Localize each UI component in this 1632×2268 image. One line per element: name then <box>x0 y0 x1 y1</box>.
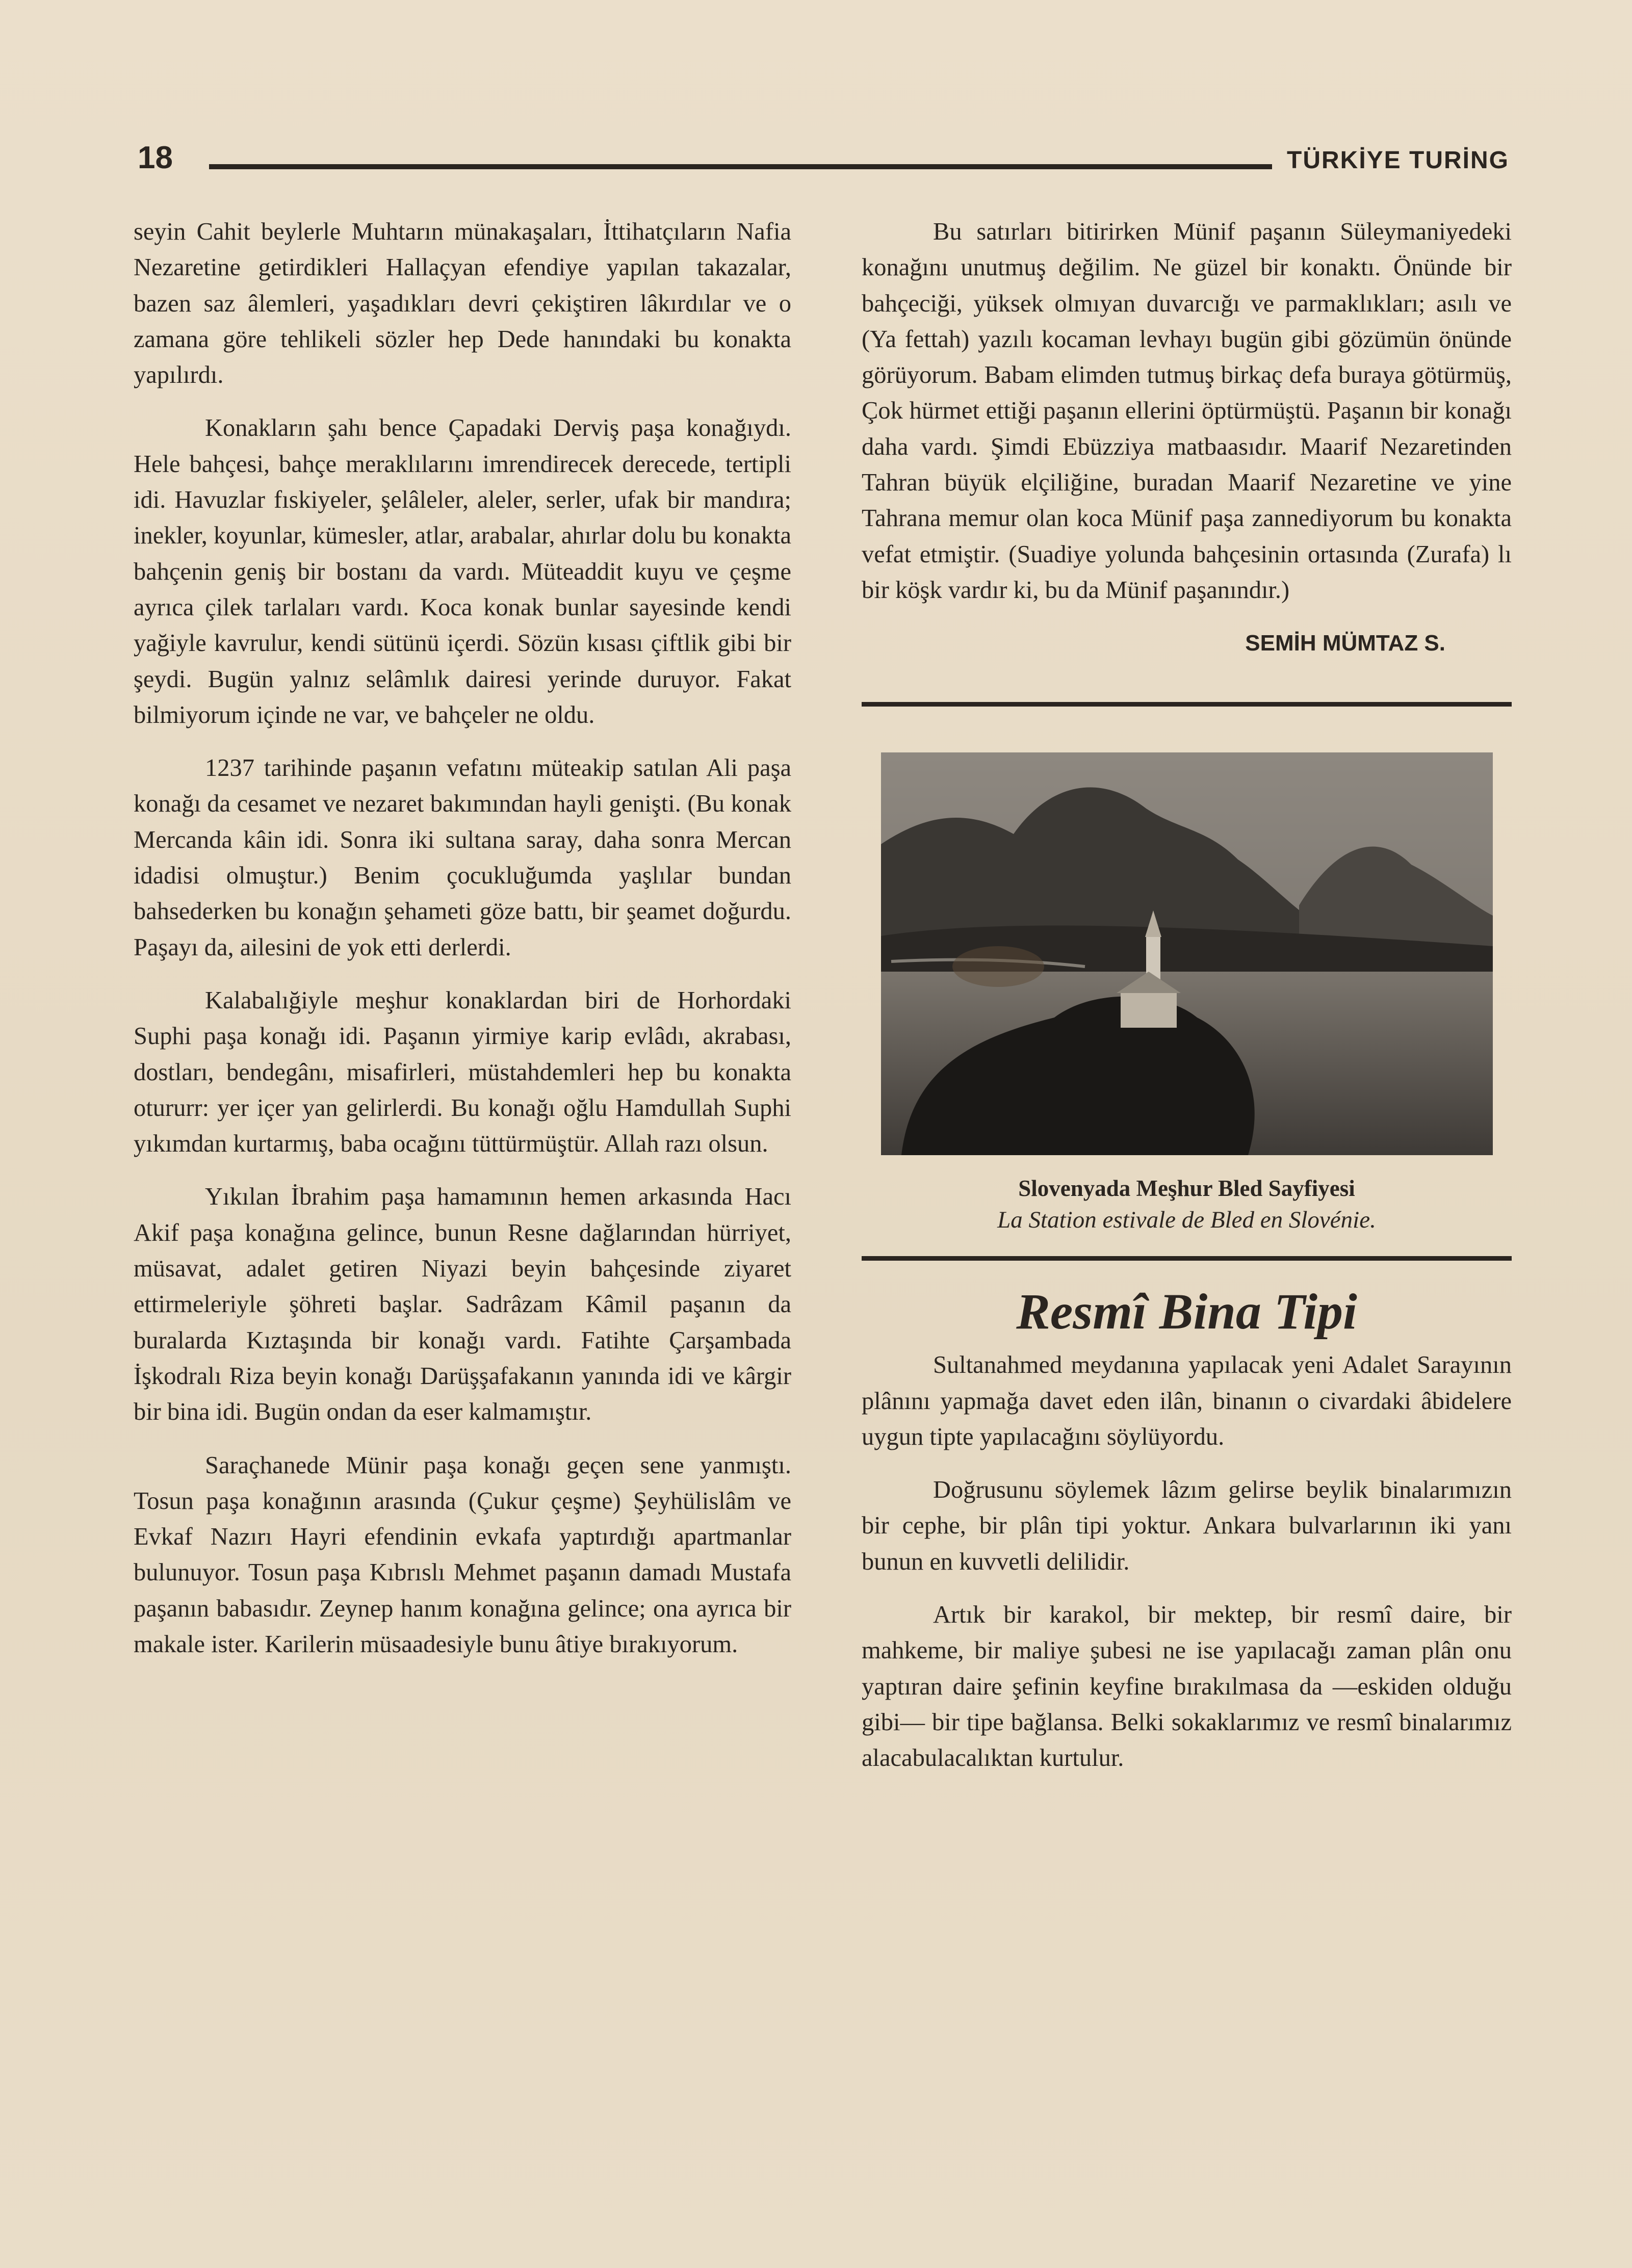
section-heading: Resmî Bina Tipi <box>1016 1283 1357 1340</box>
paragraph: seyin Cahit beylerle Muhtarın münakaşaları, İttihatçıların Nafia Nezaretine getirdikleri Hallaçyan efendiye yapılan takazalar, bazen saz âlemleri, yaşadıkları devri çekiştiren lâkırdılar ve o zamana göre tehlikeli sözler hep Dede hanındaki bu konakta yapılırdı. <box>134 218 791 389</box>
page-header <box>138 138 1509 184</box>
paragraph: Bu satırları bitirirken Münif paşanın Süleymaniyedeki konağını unutmuş değilim. Ne güzel bir konaktı. Önünde bir bahçeciği, yüksek olmıyan duvarcığı ve parmaklıkları; asılı ve (Ya fettah) yazılı kocaman levhayı bugün gibi gözümün önünde görüyorum. Babam elimden tutmuş birkaç defa buraya götürmüş, Çok hürmet ettiği paşanın ellerini öptürmüştü. Paşanın bir konağı daha vardı. Şimdi Ebüzziya matbaasıdır. Maarif Nezaretinden Tahran büyük elçiliğine, buradan Maarif Nezaretine ve yine Tahrana memur olan koca Münif paşa zannediyorum bu konakta vefat etmiştir. (Suadiye yolunda bahçesinin ortasında (Zurafa) lı bir köşk vardır ki, bu da Münif paşanındır.) <box>862 218 1512 604</box>
paragraph: Doğrusunu söylemek lâzım gelirse beylik binalarımızın bir cephe, bir plân tipi yoktur. Ankara bulvarlarının iki yanı bunun en kuvvetli delilidir. <box>862 1476 1512 1575</box>
right-column <box>862 214 1512 1794</box>
header-rule <box>209 164 1272 169</box>
section-divider <box>862 1256 1512 1261</box>
paragraph: Kalabalığiyle meşhur konaklardan biri de Horhordaki Suphi paşa konağı idi. Paşanın yirmiye karip evlâdı, akrabası, dostları, bendegânı, misafirleri, müstahdemleri hep bu konakta otururr: yer içer yan gelirlerdi. Bu konağı oğlu Hamdullah Suphi yıkımdan kurtarmış, baba ocağını tüttürmüştür. Allah razı olsun. <box>134 986 791 1158</box>
paragraph: Saraçhanede Münir paşa konağı geçen sene yanmıştı. Tosun paşa konağının arasında (Çukur çeşme) Şeyhülislâm ve Evkaf Nazırı Hayri efendinin evkafa yaptırdığı apartmanlar bulunuyor. Tosun paşa Kıbrıslı Mehmet paşanın damadı Mustafa paşanın babasıdır. Zeynep hanım konağına gelince; ona ayrıca bir makale ister. Karilerin müsaadesiyle bunu âtiye bırakıyorum. <box>134 1451 791 1658</box>
bled-lake-photo <box>881 752 1493 1155</box>
page-number: 18 <box>138 140 173 175</box>
author-signature: SEMİH MÜMTAZ S. <box>1245 631 1445 656</box>
paragraph: Yıkılan İbrahim paşa hamamının hemen arkasında Hacı Akif paşa konağına gelince, bunun Resne dağlarından hürriyet, müsavat, adalet getiren Niyazi beyin bahçesinde ziyaret ettirmeleriyle şöhreti başlar. Sadrâzam Kâmil paşanın da buralarda Kıztaşında bir konağı vardı. Fatihte Çarşambada İşkodralı Riza beyin konağı Darüşşafakanın yanında idi ve kârgir bir bina idi. Bugün ondan da eser kalmamıştır. <box>134 1183 791 1426</box>
left-column <box>134 214 791 1680</box>
photo-caption-title: Slovenyada Meşhur Bled Sayfiyesi <box>1018 1176 1355 1202</box>
running-title: TÜRKİYE TURİNG <box>1287 147 1509 174</box>
paragraph: Sultanahmed meydanına yapılacak yeni Adalet Sarayının plânını yapmağa davet eden ilân, binanın o civardaki âbidelere uygun tipte yapılacağını söylüyordu. <box>862 1351 1512 1450</box>
paragraph: Konakların şahı bence Çapadaki Derviş paşa konağıydı. Hele bahçesi, bahçe meraklılarını imrendirecek derecede, tertipli idi. Havuzlar fıskiyeler, şelâleler, aleler, serler, ufak bir mandıra; inekler, koyunlar, kümesler, atlar, arabalar, ahırlar dolu bu konakta bahçenin geniş bir bostanı da vardı. Müteaddit kuyu ve çeşme ayrıca çilek tarlaları vardı. Koca konak bunlar sayesinde kendi yağiyle kavrulur, kendi sütünü içerdi. Sözün kısası çiftlik gibi bir şeydi. Bugün yalnız selâmlık dairesi yerinde duruyor. Fakat bilmiyorum içinde ne var, ve bahçeler ne oldu. <box>134 414 791 728</box>
paragraph: 1237 tarihinde paşanın vefatını müteakip satılan Ali paşa konağı da cesamet ve nezaret bakımından hayli genişti. (Bu konak Mercanda kâin idi. Sonra iki sultana saray, daha sonra Mercan idadisi olmuştur.) Benim çocukluğumda yaşlılar bundan bahsederken bu konağın şehameti göze battı, bir şeamet doğurdu. Paşayı da, ailesini de yok etti derlerdi. <box>134 754 791 961</box>
photo-caption-subtitle: La Station estivale de Bled en Slovénie. <box>997 1207 1376 1234</box>
landscape-photo <box>881 752 1493 1155</box>
paragraph: Artık bir karakol, bir mektep, bir resmî daire, bir mahkeme, bir maliye şubesi ne ise yapılacağı zaman plân onu yaptıran daire şefinin keyfine bırakılmasa da —eskiden olduğu gibi— bir tipe bağlansa. Belki sokaklarımız ve resmî binalarımız alacabulacalıktan kurtulur. <box>862 1601 1512 1772</box>
section-divider <box>862 702 1512 707</box>
